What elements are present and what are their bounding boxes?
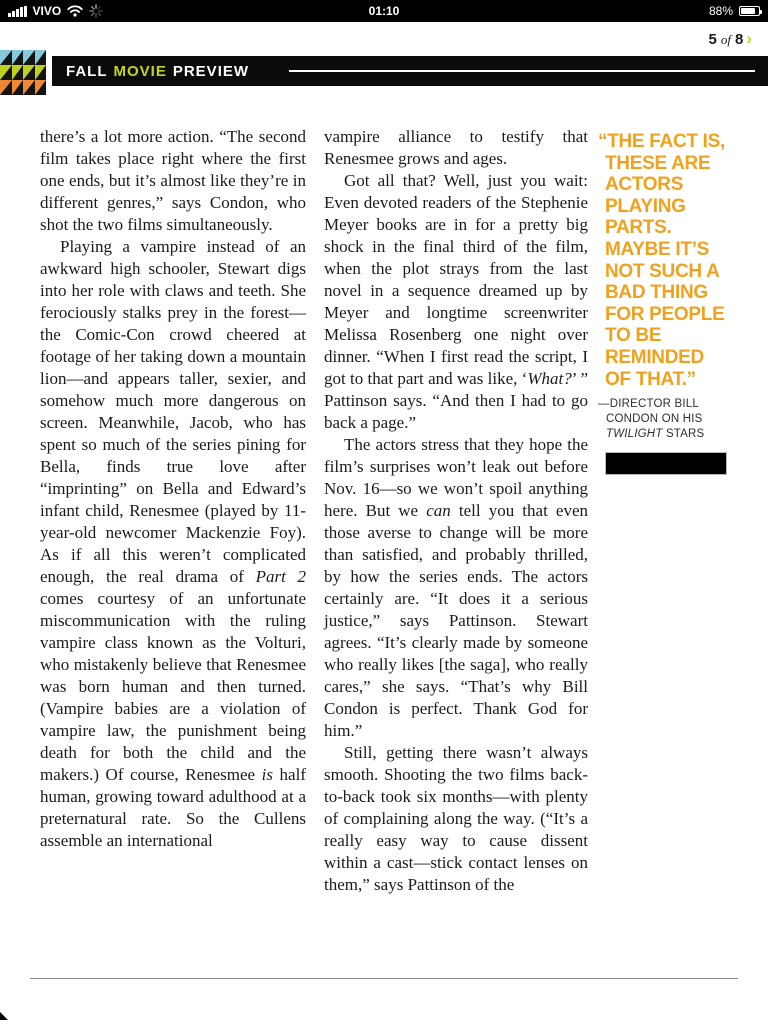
status-bar [0, 0, 768, 22]
pull-quote-text [598, 131, 760, 390]
section-header-banner [52, 56, 768, 86]
loading-spinner-icon [89, 4, 103, 18]
attribution-line: CONDON ON HIS [606, 413, 703, 426]
pull-quote-line: ACTORS [605, 174, 684, 196]
article-column-1 [40, 126, 306, 852]
current-page-label: 5 [708, 31, 717, 48]
total-pages-label: 8 [734, 31, 744, 48]
banner-title [66, 63, 249, 80]
redacted-black-box [605, 452, 727, 475]
pull-quote-line: TO BE [605, 325, 662, 347]
footer-rule [30, 978, 738, 979]
article-column-2 [324, 126, 588, 896]
article-paragraph: there’s a lot more action. “The second film takes place right where the first one ends, but it’s almost like they’re in different genres,” says Condon, who shot the two films simultaneously. [40, 127, 306, 234]
article-paragraph: Got all that? Well, just you wait: Even devoted readers of the Stephenie Meyer books are in for a pretty big shock in the final third of the film, when the plot strays from the last novel in a sequence dreamed up by Meyer and longtime screenwriter Melissa Rosenberg one night over dinner. “When I first read the script, I got to that part and was like, ‘What?’ ” Pattinson says. “And then I had to go back a page.” [324, 171, 588, 432]
battery-percent-label: 88% [708, 4, 733, 18]
signal-strength-icon [8, 6, 27, 17]
page-corner-mark [0, 1012, 8, 1020]
pull-quote [598, 131, 760, 442]
pull-quote-line: REMINDED [605, 346, 704, 368]
article-paragraph: The actors stress that they hope the film’s surprises won’t leak out before Nov. 16—so we won’t spoil anything here. But we can tell you that even those averse to change will be more than satisfied, and probably thrilled, by how the series ends. The actors certainly are. “It does it a serious justice,” says Pattinson. Stewart agrees. “It’s clearly made by someone who really likes [the saga], who really cares,” she says. “That’s why Bill Condon is perfect. Thank God for him.” [324, 435, 588, 740]
battery-icon [739, 6, 760, 16]
wifi-icon [67, 5, 83, 17]
page-indicator[interactable] [709, 31, 752, 48]
pull-quote-line: PARTS. [605, 217, 672, 239]
pull-quote-line: NOT SUCH A [605, 260, 720, 282]
pull-quote-line: “THE FACT IS, [598, 131, 725, 152]
pull-quote-line: THESE ARE [605, 152, 711, 174]
article-paragraph: Playing a vampire instead of an awkward high schooler, Stewart digs into her role with claws and teeth. She ferociously stalks prey in the forest—the Comic-Con crowd cheered at footage of her taking down a mountain lion—and appears taller, sexier, and somehow much more dangerous on screen. Meanwhile, Jacob, who has spent so much of the series pining for Bella, finds true love after “imprinting” on Bella and Edward’s infant child, Renesmee (played by 11-year-old newcomer Mackenzie Foy). As if all this weren’t complicated enough, the real drama of Part 2 comes courtesy of an unfortunate miscommunication with the ruling vampire class known as the Volturi, who mistakenly believe that Renesmee was born human and then turned. (Vampire babies are a violation of vampire law, the punishment being death for both the child and the makers.) Of course, Renesmee is half human, growing toward adulthood at a preternatural rate. So the Cullens assemble an international [40, 237, 306, 850]
banner-rule [289, 70, 755, 72]
banner-word-fall: FALL [66, 62, 108, 80]
page-of-label: of [720, 32, 731, 47]
carrier-label: VIVO [32, 4, 62, 18]
pull-quote-line: PLAYING [605, 195, 686, 217]
attribution-line: —DIRECTOR BILL [598, 398, 699, 411]
banner-word-movie: MOVIE [113, 62, 167, 80]
pull-quote-attribution [598, 397, 760, 442]
pull-quote-line: BAD THING [605, 282, 708, 304]
article-paragraph: Still, getting there wasn’t always smooth. Shooting the two films back-to-back took six months—with plenty of complaining along the way. (“It’s a really easy way to cause dissent within a cast—stick contact lenses on them,” says Pattinson of the [324, 743, 588, 894]
attribution-line: TWILIGHT STARS [606, 428, 705, 441]
pull-quote-line: MAYBE IT’S [605, 238, 709, 260]
article-paragraph: vampire alliance to testify that Renesmee grows and ages. [324, 127, 588, 168]
clock-label: 01:10 [368, 4, 400, 18]
pull-quote-line: FOR PEOPLE [605, 303, 725, 325]
banner-word-preview: PREVIEW [172, 62, 250, 80]
next-page-chevron-icon[interactable]: › [746, 29, 752, 48]
brand-triangles-logo [0, 50, 46, 95]
pull-quote-line: OF THAT.” [605, 368, 696, 390]
